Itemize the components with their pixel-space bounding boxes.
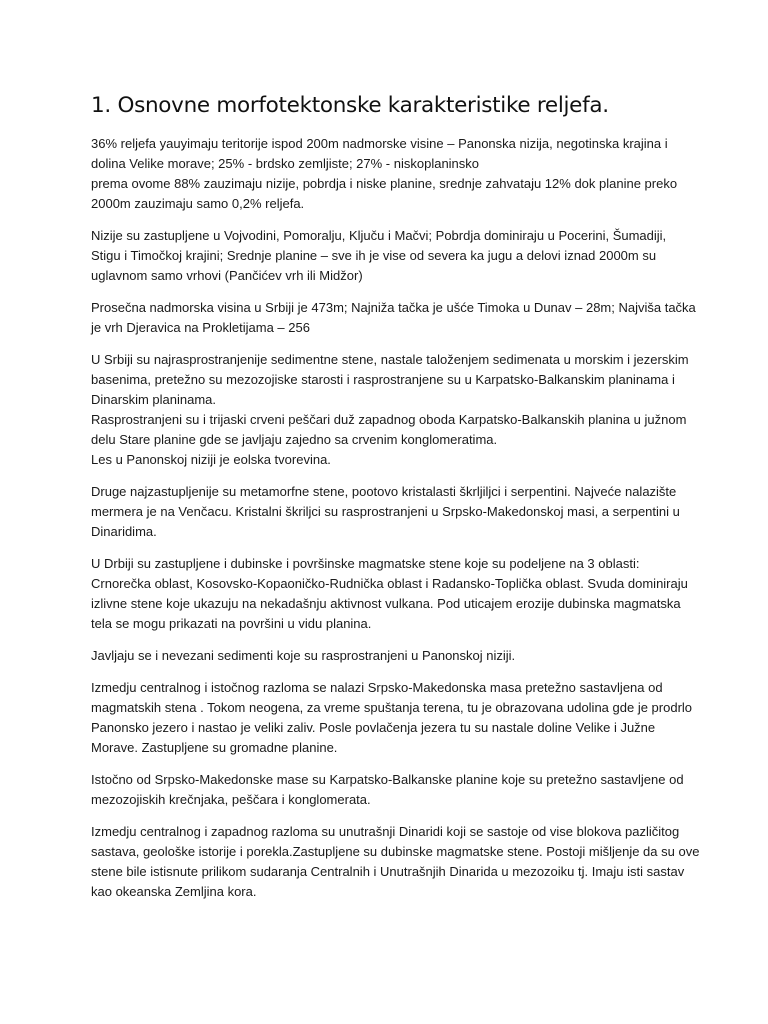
paragraph-line: 36% reljefa yauyimaju teritorije ispod 200m nadmorske visine – Panonska nizija, negotinska krajina i	[91, 136, 668, 151]
paragraph-line: Morave. Zastupljene su gromadne planine.	[91, 740, 338, 755]
paragraph-line: Istočno od Srpsko-Makedonske mase su Karpatsko-Balkanske planine koje su pretežno sastavljene od	[91, 772, 684, 787]
paragraph-line: Panonsko jezero i nastao je veliki zaliv. Posle povlačenja jezera tu su nastale doline Velike i Južne	[91, 720, 656, 735]
paragraph-line: uglavnom samo vrhovi (Pančićev vrh ili Midžor)	[91, 268, 363, 283]
paragraph-line: izlivne stene koje ukazuju na nekadašnju aktivnost vulkana. Pod uticajem erozije dubinska magmatska	[91, 596, 681, 611]
paragraph-line: 2000m zauzimaju samo 0,2% reljefa.	[91, 196, 305, 211]
paragraph	[91, 554, 688, 634]
paragraph-line: prema ovome 88% zauzimaju nizije, pobrdja i niske planine, srednje zahvataju 12% dok planine preko	[91, 176, 678, 191]
paragraph-line: Crnorečka oblast, Kosovsko-Kopaoničko-Rudnička oblast i Radansko-Toplička oblast. Svuda dominiraju	[91, 576, 688, 591]
paragraph	[91, 298, 696, 338]
paragraph-line: basenima, pretežno su mezozojiske starosti i rasprostranjene su u Karpatsko-Balkanskim planinama i	[91, 372, 675, 387]
paragraph-list	[91, 134, 700, 902]
paragraph-line: Javljaju se i nevezani sedimenti koje su rasprostranjeni u Panonskoj niziji.	[91, 648, 516, 663]
paragraph-line: U Drbiji su zastupljene i dubinske i površinske magmatske stene koje su podeljene na 3 oblasti:	[91, 556, 640, 571]
paragraph-line: Dinaridima.	[91, 524, 157, 539]
paragraph-line: Nizije su zastupljene u Vojvodini, Pomoralju, Ključu i Mačvi; Pobrdja dominiraju u Pocerini, Šumadiji,	[91, 228, 667, 243]
paragraph-line: sastava, geološke istorije i porekla.Zastupljene su dubinske magmatske stene. Postoji mišljenje da su ove	[91, 844, 700, 859]
paragraph-line: Izmedju centralnog i zapadnog razloma su unutrašnji Dinaridi koji se sastoje od vise blokova pazličitog	[91, 824, 680, 839]
document-body	[91, 92, 700, 914]
paragraph-line: mermera je na Venčacu. Kristalni škriljci su rasprostranjeni u Srpsko-Makedonskoj masi, a serpentini u	[91, 504, 680, 519]
document-title: 1. Osnovne morfotektonske karakteristike reljefa.	[91, 93, 609, 118]
paragraph-line: U Srbiji su najrasprostranjenije sedimentne stene, nastale taloženjem sedimenata u morskim i jezerskim	[91, 352, 689, 367]
paragraph	[91, 482, 681, 542]
paragraph-line: magmatskih stena . Tokom neogena, za vreme spuštanja terena, tu je obrazovana udolina gde je prodrlo	[91, 700, 693, 715]
paragraph-line: dolina Velike morave; 25% - brdsko zemljiste; 27% - niskoplaninsko	[91, 156, 480, 171]
paragraph	[91, 134, 681, 214]
paragraph-line: je vrh Djeravica na Prokletijama – 256	[91, 320, 310, 335]
paragraph-line: Izmedju centralnog i istočnog razloma se nalazi Srpsko-Makedonska masa pretežno sastavljena od	[91, 680, 663, 695]
paragraph-line: Dinarskim planinama.	[91, 392, 216, 407]
paragraph-line: Stigu i Timočkoj krajini; Srednje planine – sve ih je vise od severa ka jugu a delovi iznad 2000m su	[91, 248, 657, 263]
paragraph	[91, 822, 700, 902]
paragraph-line: Druge najzastupljenije su metamorfne stene, pootovo kristalasti škrljiljci i serpentini. Najveće nalazište	[91, 484, 677, 499]
paragraph-line: stene bile istisnute prilikom sudaranja Centralnih i Unutrašnjih Dinarida u mezozoiku tj. Imaju isti sastav	[91, 864, 685, 879]
paragraph	[91, 646, 681, 666]
paragraph-line: mezozojiskih krečnjaka, peščara i konglomerata.	[91, 792, 371, 807]
paragraph-line: Prosečna nadmorska visina u Srbiji je 473m; Najniža tačka je ušće Timoka u Dunav – 28m; Najviša tačka	[91, 300, 696, 315]
paragraph-line: delu Stare planine gde se javljaju zajedno sa crvenim konglomeratima.	[91, 432, 498, 447]
paragraph	[91, 770, 684, 810]
paragraph	[91, 350, 689, 470]
paragraph-line: tela se mogu prikazati na površini u vidu planina.	[91, 616, 372, 631]
paragraph-line: Rasprostranjeni su i trijaski crveni peščari duž zapadnog oboda Karpatsko-Balkanskih planina u južnom	[91, 412, 687, 427]
paragraph	[91, 678, 693, 758]
paragraph	[91, 226, 681, 286]
paragraph-line: Les u Panonskoj niziji je eolska tvorevina.	[91, 452, 331, 467]
paragraph-line: kao okeanska Zemljina kora.	[91, 884, 257, 899]
